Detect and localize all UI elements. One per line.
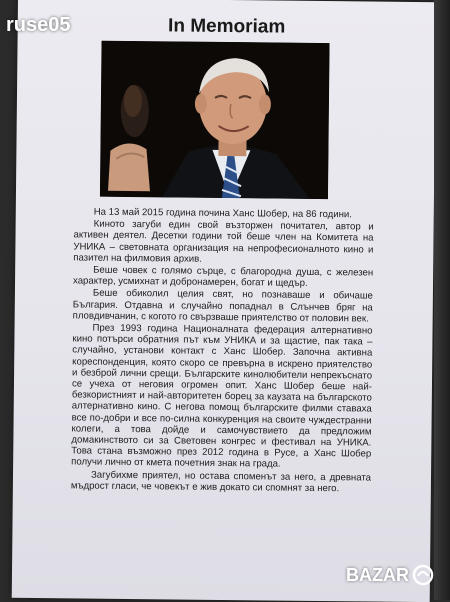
- logo-text: BAZAR: [346, 564, 409, 585]
- page-title: In Memoriam: [168, 15, 286, 38]
- watermark-text: ruse05: [6, 14, 71, 36]
- paragraph: Беше обиколил целия свят, но познаваше и обичаше България. Отдавна и случайно попаднал в Слънчев бряг на пловдивчанин, с когото го свързваше приятелство от половин век.: [72, 288, 373, 325]
- portrait-photo: [100, 41, 330, 199]
- memorial-text: [71, 206, 374, 495]
- paragraph: Киното загуби един свой възторжен почитател, автор и активен деятел. Десетки години той беше член на Комитета на УНИКА – световната организация на непрофесионалното кино и пазител на филмовия архив.: [73, 218, 374, 265]
- paragraph: През 1993 година Националната федерация алтернативно кино потърси обратния път към УНИКА и за щастие, пак така – случайно, установи контакт с Ханс Шобер. Започна активна кореспонденция, която скоро се превърна в искрено приятелство и безброй лични срещи. Българските кинолюбители непрекъснато се учеха от неговия огромен опит. Ханс Шобер беше най-безкористният и най-авторитетен борец за каузата на българското алтернативно кино. С негова помощ българските филми ставаха все по-добри и все по-силна конкуренция на своите чуждестранни колеги, а това дойде и самочувствието да предложим домакинството си за Световен конгрес и фестивал на УНИКА. Това стана възможно през 2012 година в Русе, а Ханс Шобер получи лично от кмета почетния знак на града.: [71, 322, 373, 471]
- logo-swirl-icon: [412, 564, 434, 586]
- portrait-illustration: [100, 41, 330, 199]
- bazar-logo: [346, 564, 434, 586]
- paragraph: Беше човек с голямо сърце, с благородна душа, с железен характер, усмихнат и добронамерен, богат и щедър.: [72, 264, 374, 290]
- paragraph: Загубихме приятел, но остава споменът за него, а древната мъдрост гласи, че човекът е жив докато си спомнят за него.: [70, 469, 372, 495]
- paragraph: На 13 май 2015 година почина Ханс Шобер, на 86 години.: [93, 206, 353, 221]
- page-edge-shadow: [434, 0, 450, 600]
- memorial-page: [12, 0, 436, 602]
